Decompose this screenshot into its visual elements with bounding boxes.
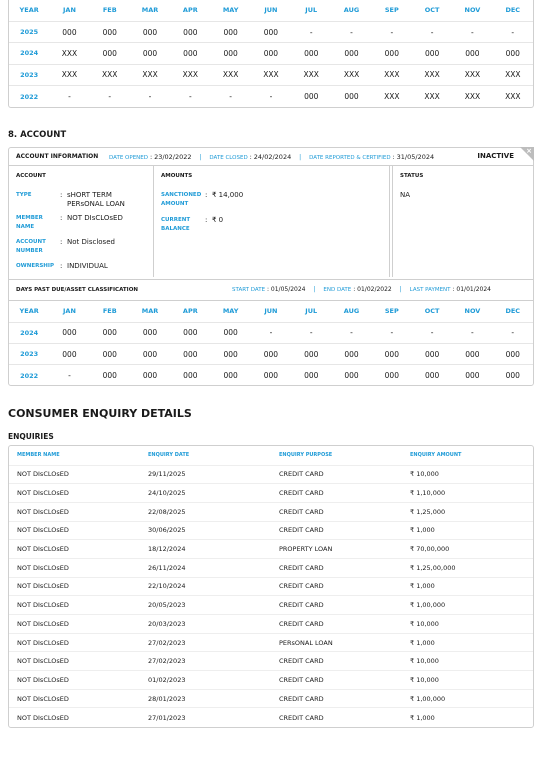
month-header: NOV xyxy=(452,301,492,322)
payment-status-cell: XXX xyxy=(291,64,331,85)
enquiry-row xyxy=(9,708,533,727)
payment-status-cell: XXX xyxy=(130,64,170,85)
enquiry-column-header: ENQUIRY DATE xyxy=(140,446,271,465)
enquiry-purpose: CREDIT CARD xyxy=(279,713,324,722)
payment-status-cell: XXX xyxy=(384,92,400,101)
account-info-header xyxy=(9,148,533,166)
enquiry-row xyxy=(9,615,533,634)
enquiry-purpose: CREDIT CARD xyxy=(271,596,402,615)
enquiry-date: 22/10/2024 xyxy=(140,577,271,596)
payment-status-cell: - xyxy=(412,322,452,343)
start-date-value: 01/05/2024 xyxy=(270,286,306,293)
enquiries-table xyxy=(9,446,533,727)
dpd-header xyxy=(9,279,533,301)
payment-status-cell: - xyxy=(291,21,331,42)
month-header: MAR xyxy=(130,0,170,21)
payment-status-cell: - xyxy=(372,322,412,343)
account-column: ACCOUNT TYPE : sHORT TERM PERsONAL LOAN MEMBER NAME : NOT DIsCLOsED ACCOUNT NUMBER : Not Disclosed OWNERSHIP : INDIVIDUAL xyxy=(9,166,154,277)
sanctioned-value: ₹ 14,000 xyxy=(212,191,244,199)
status-badge: INACTIVE xyxy=(477,152,514,160)
date-closed-value: 24/02/2024 xyxy=(253,153,292,161)
month-header: NOV xyxy=(452,0,492,21)
account-number-value: Not Disclosed xyxy=(67,238,115,246)
year-row xyxy=(9,43,533,64)
ownership-value: INDIVIDUAL xyxy=(67,262,108,270)
enquiry-amount: ₹ 70,00,000 xyxy=(402,540,533,559)
month-header: SEP xyxy=(372,301,412,322)
month-header-row xyxy=(9,0,533,21)
enquiry-amount: ₹ 1,25,00,000 xyxy=(402,558,533,577)
enquiry-purpose: CREDIT CARD xyxy=(271,689,402,708)
year-header: YEAR xyxy=(9,0,49,21)
payment-status-cell: XXX xyxy=(424,92,440,101)
enquiry-amount: ₹ 10,000 xyxy=(402,652,533,671)
payment-status-cell: XXX xyxy=(493,64,533,85)
account-column-heading: ACCOUNT xyxy=(16,173,46,179)
enquiry-section-title: CONSUMER ENQUIRY DETAILS xyxy=(8,407,192,420)
enquiry-purpose: PROPERTY LOAN xyxy=(271,540,402,559)
year-row xyxy=(9,322,533,343)
enquiries-card xyxy=(8,445,534,728)
payment-status-cell: XXX xyxy=(251,64,291,85)
enquiry-row xyxy=(9,577,533,596)
enquiry-date: 24/10/2025 xyxy=(140,484,271,503)
status-column xyxy=(392,166,535,277)
month-header: MAY xyxy=(210,0,250,21)
payment-status-cell: 000 xyxy=(412,344,452,365)
enquiry-member-name: NOT DIsCLOsED xyxy=(9,465,140,484)
payment-status-cell: 000 xyxy=(465,371,480,381)
payment-status-cell: 000 xyxy=(210,21,250,42)
year-row xyxy=(9,64,533,85)
enquiry-purpose: CREDIT CARD xyxy=(271,615,402,634)
month-header: DEC xyxy=(493,301,533,322)
payment-status-cell: - xyxy=(108,92,112,101)
enquiry-member-name: NOT DIsCLOsED xyxy=(17,713,69,722)
enquiry-amount: ₹ 1,000 xyxy=(402,577,533,596)
payment-status-cell: - xyxy=(251,322,291,343)
year-header: YEAR xyxy=(9,301,49,322)
enquiry-amount: ₹ 1,000 xyxy=(402,633,533,652)
payment-status-cell: - xyxy=(68,371,71,381)
enquiries-subtitle: ENQUIRIES xyxy=(8,432,54,441)
enquiry-date: 28/01/2023 xyxy=(140,689,271,708)
month-header: FEB xyxy=(90,0,130,21)
payment-status-cell: - xyxy=(188,92,192,101)
payment-status-cell: 000 xyxy=(291,344,331,365)
payment-status-cell: 000 xyxy=(49,322,89,343)
payment-history-box xyxy=(8,0,534,108)
payment-status-cell: 000 xyxy=(130,322,170,343)
enquiry-member-name: NOT DIsCLOsED xyxy=(9,689,140,708)
enquiry-date: 01/02/2023 xyxy=(140,671,271,690)
enquiry-date: 18/12/2024 xyxy=(140,540,271,559)
month-header: AUG xyxy=(331,301,371,322)
payment-status-cell: XXX xyxy=(49,43,89,64)
enquiry-amount: ₹ 10,000 xyxy=(402,465,533,484)
last-payment-label: LAST PAYMENT xyxy=(409,287,451,293)
payment-status-cell: 000 xyxy=(130,43,170,64)
year-label: 2022 xyxy=(20,92,39,101)
account-dates: DATE OPENED : 23/02/2022 | DATE CLOSED : 24/02/2024 | DATE REPORTED & CERTIFIED : 31/05/2024 xyxy=(109,153,435,161)
enquiry-amount: ₹ 1,25,000 xyxy=(402,502,533,521)
payment-status-cell: 000 xyxy=(210,322,250,343)
date-reported-value: 31/05/2024 xyxy=(396,153,435,161)
dpd-table-wrap xyxy=(9,301,533,386)
payment-status-cell: 000 xyxy=(90,43,130,64)
enquiry-member-name: NOT DIsCLOsED xyxy=(9,502,140,521)
payment-status-cell: - xyxy=(331,21,371,42)
account-section-title: 8. ACCOUNT xyxy=(8,130,67,140)
month-header: FEB xyxy=(90,301,130,322)
payment-status-cell: - xyxy=(412,21,452,42)
payment-status-cell: XXX xyxy=(505,92,521,101)
enquiry-member-name: NOT DIsCLOsED xyxy=(9,521,140,540)
payment-status-cell: - xyxy=(372,21,412,42)
payment-status-cell: XXX xyxy=(331,64,371,85)
status-value: NA xyxy=(400,191,411,199)
year-label: 2025 xyxy=(9,21,49,42)
payment-status-cell: XXX xyxy=(49,64,89,85)
payment-status-cell: 000 xyxy=(493,43,533,64)
payment-status-cell: 000 xyxy=(304,371,319,381)
payment-status-cell: XXX xyxy=(90,64,130,85)
enquiry-header-row xyxy=(9,446,533,465)
month-header: OCT xyxy=(412,0,452,21)
month-header: OCT xyxy=(412,301,452,322)
payment-status-cell: 000 xyxy=(210,43,250,64)
month-header: DEC xyxy=(493,0,533,21)
payment-status-cell: 000 xyxy=(170,344,210,365)
payment-status-cell: 000 xyxy=(304,92,319,101)
year-label: 2024 xyxy=(9,43,49,64)
enquiry-row xyxy=(9,502,533,521)
enquiry-row xyxy=(9,484,533,503)
member-name-value: NOT DIsCLOsED xyxy=(67,214,123,222)
enquiry-column-header: ENQUIRY PURPOSE xyxy=(271,446,402,465)
payment-status-cell: 000 xyxy=(90,344,130,365)
enquiry-date: 27/02/2023 xyxy=(140,633,271,652)
month-header: AUG xyxy=(331,0,371,21)
date-opened-label: DATE OPENED xyxy=(109,155,149,161)
enquiry-purpose: CREDIT CARD xyxy=(271,671,402,690)
payment-status-cell: XXX xyxy=(452,64,492,85)
payment-status-cell: 000 xyxy=(384,371,399,381)
enquiry-purpose: CREDIT CARD xyxy=(271,465,402,484)
payment-status-cell: - xyxy=(68,92,71,101)
payment-status-cell: 000 xyxy=(130,344,170,365)
enquiry-date: 22/08/2025 xyxy=(140,502,271,521)
payment-status-cell: 000 xyxy=(142,371,158,381)
payment-status-cell: 000 xyxy=(331,344,371,365)
month-header: APR xyxy=(170,0,210,21)
month-header: JUN xyxy=(251,0,291,21)
amounts-column-heading: AMOUNTS xyxy=(161,173,193,179)
enquiry-column-header: ENQUIRY AMOUNT xyxy=(402,446,533,465)
enquiry-member-name: NOT DIsCLOsED xyxy=(9,633,140,652)
enquiry-member-name: NOT DIsCLOsED xyxy=(9,615,140,634)
enquiry-date: 20/03/2023 xyxy=(140,615,271,634)
payment-status-cell: 000 xyxy=(424,371,440,381)
payment-status-cell: 000 xyxy=(452,43,492,64)
end-date-value: 01/02/2022 xyxy=(357,286,392,293)
payment-status-cell: 000 xyxy=(452,344,492,365)
payment-status-cell: - xyxy=(493,21,533,42)
payment-status-cell: 000 xyxy=(130,21,170,42)
enquiry-row xyxy=(9,540,533,559)
month-header-row xyxy=(9,301,533,322)
enquiry-row xyxy=(9,521,533,540)
enquiry-amount: ₹ 10,000 xyxy=(402,615,533,634)
year-row xyxy=(9,365,533,386)
payment-status-cell: 000 xyxy=(170,21,210,42)
date-reported-label: DATE REPORTED & CERTIFIED xyxy=(309,155,391,161)
payment-status-cell: 000 xyxy=(49,21,89,42)
enquiry-date: 27/01/2023 xyxy=(148,713,186,722)
year-label: 2024 xyxy=(9,322,49,343)
payment-status-cell: 000 xyxy=(344,92,359,101)
payment-status-cell: - xyxy=(291,322,331,343)
enquiry-purpose: CREDIT CARD xyxy=(271,558,402,577)
payment-status-cell: XXX xyxy=(412,64,452,85)
payment-status-cell: 000 xyxy=(251,21,291,42)
year-row xyxy=(9,86,533,107)
enquiry-member-name: NOT DIsCLOsED xyxy=(9,596,140,615)
enquiry-purpose: CREDIT CARD xyxy=(271,577,402,596)
dpd-dates: START DATE : 01/05/2024 | END DATE : 01/02/2022 | LAST PAYMENT : 01/01/2024 xyxy=(232,286,491,293)
dpd-table xyxy=(9,301,533,386)
type-value: sHORT TERM PERsONAL LOAN xyxy=(67,191,125,208)
enquiry-date: 30/06/2025 xyxy=(140,521,271,540)
payment-status-cell: 000 xyxy=(291,43,331,64)
payment-status-cell: 000 xyxy=(102,371,117,381)
payment-status-cell: 000 xyxy=(251,344,291,365)
enquiry-column-header: MEMBER NAME xyxy=(9,446,140,465)
account-info-label: ACCOUNT INFORMATION xyxy=(16,153,99,160)
month-header: SEP xyxy=(372,0,412,21)
payment-status-cell: 000 xyxy=(505,371,520,381)
account-card xyxy=(8,147,534,386)
dpd-label: DAYS PAST DUE/ASSET CLASSIFICATION xyxy=(16,287,138,293)
month-header: JAN xyxy=(49,0,89,21)
enquiry-amount: ₹ 1,00,000 xyxy=(402,689,533,708)
enquiry-purpose: CREDIT CARD xyxy=(271,652,402,671)
enquiry-amount: ₹ 1,10,000 xyxy=(402,484,533,503)
month-header: JAN xyxy=(49,301,89,322)
colon: : xyxy=(149,153,153,161)
payment-status-cell: 000 xyxy=(90,322,130,343)
enquiry-row xyxy=(9,465,533,484)
payment-status-cell: 000 xyxy=(412,43,452,64)
end-date-label: END DATE xyxy=(323,287,352,293)
current-balance-value: ₹ 0 xyxy=(212,216,224,224)
enquiry-amount: ₹ 1,000 xyxy=(402,521,533,540)
payment-status-cell: 000 xyxy=(251,43,291,64)
enquiry-row xyxy=(9,671,533,690)
payment-status-cell: 000 xyxy=(493,344,533,365)
payment-status-cell: 000 xyxy=(183,371,198,381)
close-icon[interactable]: × xyxy=(526,147,532,155)
enquiry-member-name: NOT DIsCLOsED xyxy=(9,484,140,503)
payment-status-cell: - xyxy=(452,21,492,42)
payment-status-cell: 000 xyxy=(90,21,130,42)
payment-status-cell: 000 xyxy=(331,43,371,64)
month-header: JUL xyxy=(291,301,331,322)
enquiry-purpose: CREDIT CARD xyxy=(271,502,402,521)
payment-status-cell: 000 xyxy=(170,43,210,64)
year-row xyxy=(9,21,533,42)
enquiry-row xyxy=(9,652,533,671)
amounts-column: AMOUNTS SANCTIONED AMOUNT : ₹ 14,000 CURRENT BALANCE : ₹ 0 xyxy=(154,166,390,277)
payment-status-cell: 000 xyxy=(263,371,279,381)
enquiry-amount: ₹ 10,000 xyxy=(402,671,533,690)
payment-status-cell: 000 xyxy=(372,344,412,365)
enquiry-member-name: NOT DIsCLOsED xyxy=(9,577,140,596)
month-header: MAR xyxy=(130,301,170,322)
payment-status-cell: 000 xyxy=(372,43,412,64)
enquiry-row xyxy=(9,633,533,652)
last-payment-value: 01/01/2024 xyxy=(456,286,491,293)
year-label: 2022 xyxy=(20,371,39,380)
enquiry-member-name: NOT DIsCLOsED xyxy=(9,558,140,577)
enquiry-member-name: NOT DIsCLOsED xyxy=(9,540,140,559)
payment-status-cell: - xyxy=(229,92,232,101)
enquiry-purpose: CREDIT CARD xyxy=(271,484,402,503)
status-column-heading: STATUS xyxy=(400,173,424,179)
month-header: MAY xyxy=(210,301,250,322)
year-label: 2023 xyxy=(9,344,49,365)
enquiry-date: 20/05/2023 xyxy=(140,596,271,615)
date-closed-label: DATE CLOSED xyxy=(209,155,248,161)
payment-history-table xyxy=(9,0,533,107)
start-date-label: START DATE xyxy=(232,287,266,293)
payment-status-cell: XXX xyxy=(210,64,250,85)
enquiry-purpose: CREDIT CARD xyxy=(271,521,402,540)
payment-status-cell: XXX xyxy=(170,64,210,85)
payment-status-cell: - xyxy=(493,322,533,343)
enquiry-amount: ₹ 1,000 xyxy=(410,713,435,722)
month-header: JUL xyxy=(291,0,331,21)
enquiry-row xyxy=(9,558,533,577)
payment-status-cell: - xyxy=(148,92,152,101)
payment-status-cell: 000 xyxy=(170,322,210,343)
payment-status-cell: 000 xyxy=(210,344,250,365)
payment-status-cell: - xyxy=(269,92,273,101)
enquiry-row xyxy=(9,596,533,615)
enquiry-purpose: PERsONAL LOAN xyxy=(271,633,402,652)
date-opened-value: 23/02/2022 xyxy=(154,153,192,161)
payment-status-cell: - xyxy=(331,322,371,343)
year-row xyxy=(9,344,533,365)
month-header: JUN xyxy=(251,301,291,322)
payment-status-cell: XXX xyxy=(372,64,412,85)
payment-status-cell: - xyxy=(452,322,492,343)
payment-status-cell: 000 xyxy=(223,371,238,381)
payment-status-cell: 000 xyxy=(344,371,359,381)
enquiry-date: 27/02/2023 xyxy=(140,652,271,671)
enquiry-member-name: NOT DIsCLOsED xyxy=(9,652,140,671)
year-label: 2023 xyxy=(9,64,49,85)
enquiry-date: 26/11/2024 xyxy=(140,558,271,577)
enquiry-amount: ₹ 1,00,000 xyxy=(402,596,533,615)
payment-status-cell: XXX xyxy=(464,92,481,101)
payment-status-cell: 000 xyxy=(49,344,89,365)
month-header: APR xyxy=(170,301,210,322)
enquiry-member-name: NOT DIsCLOsED xyxy=(9,671,140,690)
enquiry-date: 29/11/2025 xyxy=(140,465,271,484)
enquiry-row xyxy=(9,689,533,708)
